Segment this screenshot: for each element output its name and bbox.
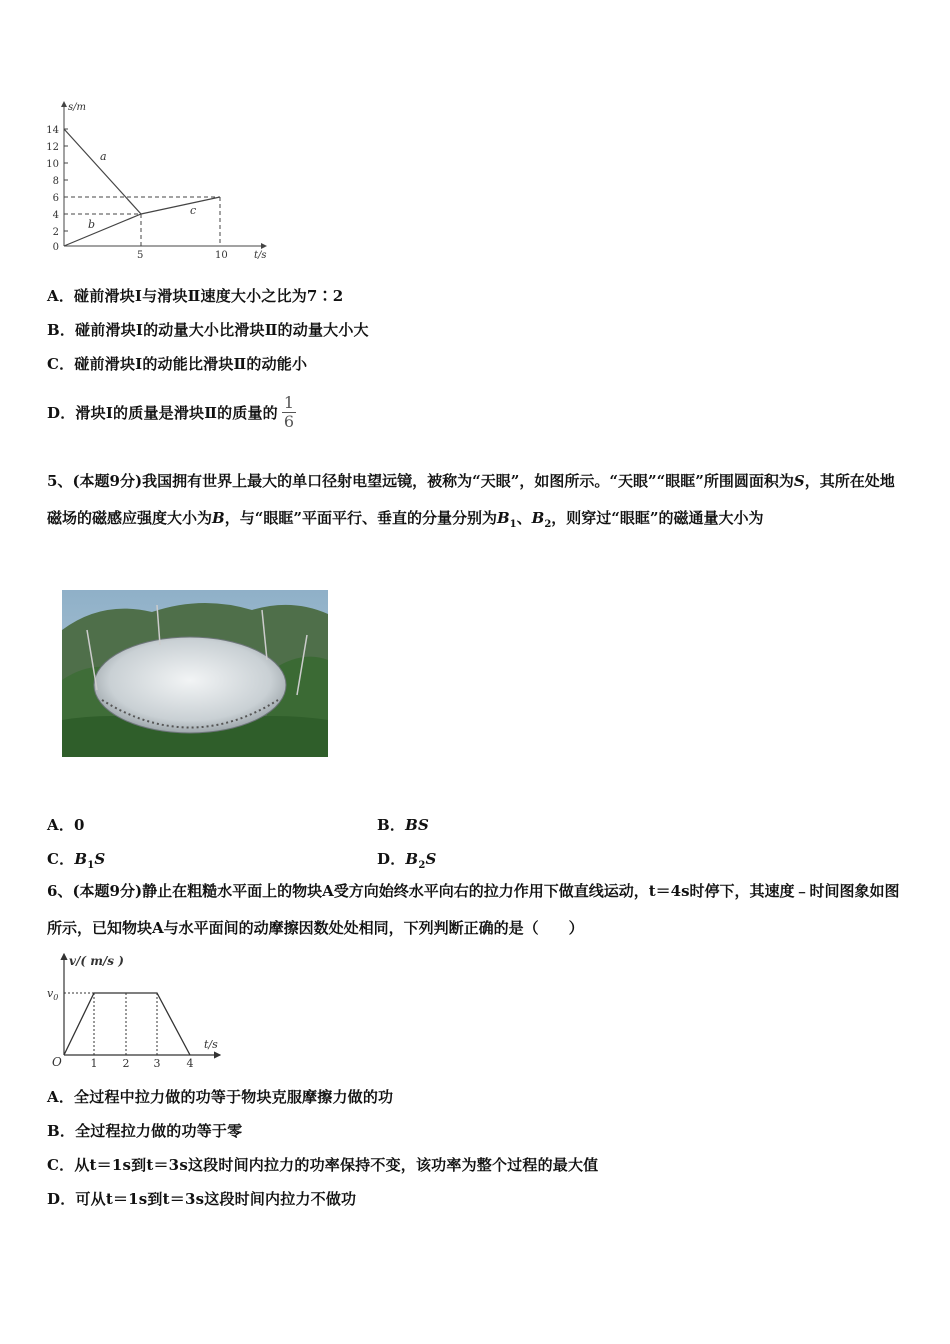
y-tick: 2 <box>52 227 59 238</box>
q5-option-b: B．BS <box>377 816 430 834</box>
q4-option-b: B．碰前滑块Ⅰ的动量大小比滑块Ⅱ的动量大小大 <box>47 321 369 339</box>
t-tick: 1 <box>90 1057 98 1070</box>
fraction: $\frac{1}{6}$ <box>283 393 295 431</box>
y-tick: 10 <box>46 159 59 170</box>
line-c <box>141 197 220 214</box>
t-axis-label: t/s <box>204 1038 218 1051</box>
line-b <box>64 214 141 246</box>
q6-option-b: B．全过程拉力做的功等于零 <box>47 1122 243 1140</box>
q5-option-c: C．$B_1S$ <box>47 850 106 871</box>
y-axis-label: s/m <box>68 102 86 113</box>
y-tick: 8 <box>52 176 59 187</box>
q4-option-c: C．碰前滑块Ⅰ的动能比滑块Ⅱ的动能小 <box>47 355 308 373</box>
fast-telescope-photo <box>62 590 328 757</box>
velocity-line <box>64 993 190 1055</box>
t-tick: 3 <box>153 1057 161 1070</box>
v-axis-label: v/( m/s ) <box>69 954 124 968</box>
y-tick: 4 <box>52 210 59 221</box>
t-tick: 4 <box>186 1057 194 1070</box>
q4-option-d: D．滑块Ⅰ的质量是滑块Ⅱ的质量的 $\frac{1}{6}$ <box>47 393 295 431</box>
y-tick: 6 <box>52 193 59 204</box>
y-tick: 14 <box>46 125 59 136</box>
y-tick: 0 <box>52 242 59 253</box>
q6-option-d: D．可从t＝1s到t＝3s这段时间内拉力不做功 <box>47 1190 357 1208</box>
velocity-time-graph <box>44 948 234 1070</box>
x-tick: 10 <box>215 250 228 261</box>
origin-label: O <box>52 1055 62 1069</box>
y-tick: 12 <box>46 142 59 153</box>
v0-label: $v_0$ <box>47 987 59 1002</box>
x-tick: 5 <box>137 250 144 261</box>
q6-option-a: A．全过程中拉力做的功等于物块克服摩擦力做的功 <box>47 1088 394 1106</box>
line-a-label: a <box>100 150 107 163</box>
q5-question-text: 5、(本题9分)我国拥有世界上最大的单口径射电望远镜，被称为“天眼”，如图所示。“天眼”“眼眶”所围圆面积为S，其所在处地磁场的磁感应强度大小为B，与“眼眶”平面平行、垂直的分量分别为$B_1$、$B_2$，则穿过“眼眶”的磁通量大小为 <box>47 472 895 530</box>
q5-option-a: A．0 <box>47 816 85 834</box>
x-axis-label: t/s <box>254 250 267 261</box>
q5-option-d: D．$B_2S$ <box>377 850 437 871</box>
t-tick: 2 <box>122 1057 130 1070</box>
q4-option-a: A．碰前滑块Ⅰ与滑块Ⅱ速度大小之比为7∶2 <box>47 287 344 305</box>
displacement-time-graph <box>40 96 280 266</box>
y-tick-labels <box>46 125 59 253</box>
q6-option-c: C．从t＝1s到t＝3s这段时间内拉力的功率保持不变，该功率为整个过程的最大值 <box>47 1156 599 1174</box>
line-a <box>64 129 141 214</box>
line-b-label: b <box>88 218 96 231</box>
q6-question-text: 6、(本题9分)静止在粗糙水平面上的物块A受方向始终水平向右的拉力作用下做直线运动，t＝4s时停下，其速度﹣时间图象如图所示，已知物块A与水平面间的动摩擦因数处处相同，下列判断正确的是（ ） <box>47 882 900 937</box>
line-c-label: c <box>190 204 197 217</box>
